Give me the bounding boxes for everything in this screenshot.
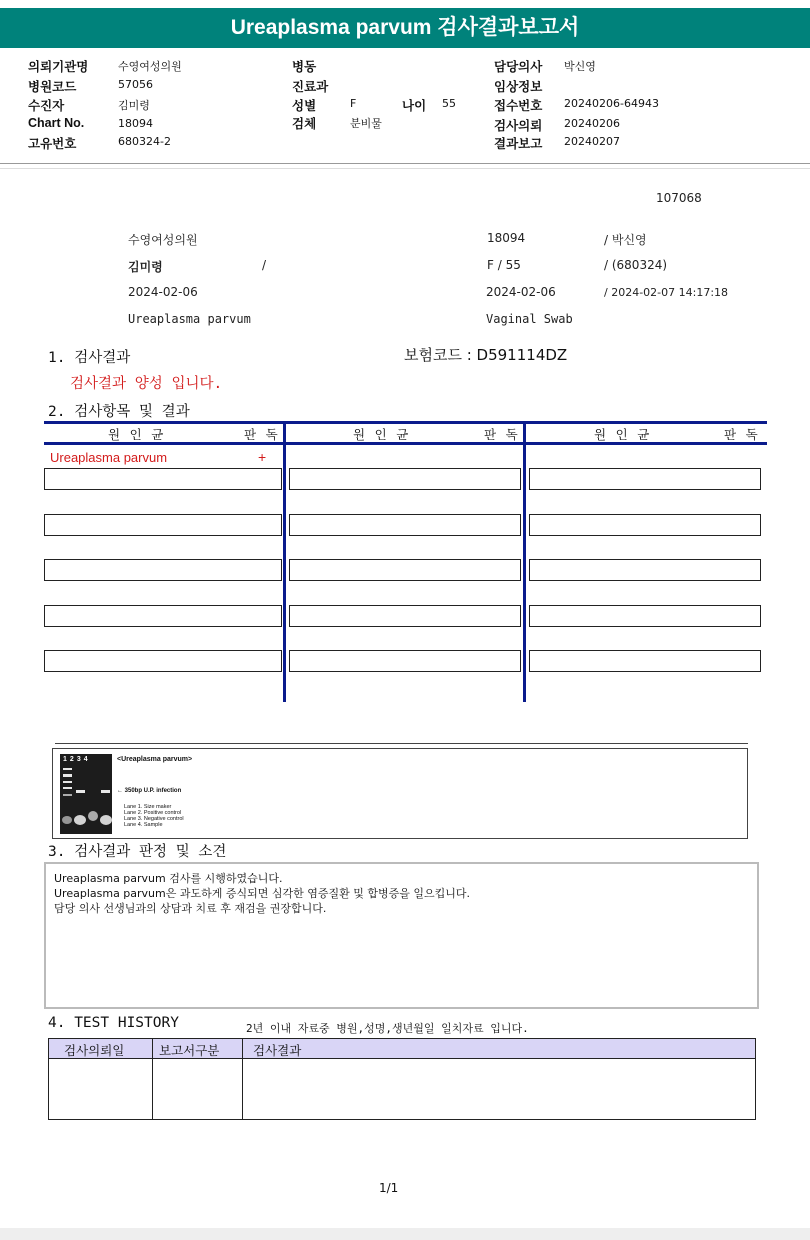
info-patient-name: 김미령 [128,260,163,274]
history-table-border [48,1038,49,1120]
header-label: 담당의사 [494,60,543,74]
header-label: 검체 [292,117,317,131]
column-header-result: 판 독 [724,427,759,442]
empty-result-cell [529,559,761,581]
empty-result-cell [289,468,521,490]
table-column-divider [283,421,286,702]
history-table [48,1038,756,1120]
info-datetime: / 2024-02-07 14:17:18 [604,286,729,299]
history-table-border [755,1038,756,1120]
info-separator: / [262,258,267,272]
header-label: 검사의뢰 [494,119,543,133]
header-value: 20240206-64943 [564,97,659,110]
header-label: 병원코드 [28,80,77,94]
header-label: 의뢰기관명 [28,60,89,74]
header-label: 나이 [402,99,427,113]
empty-result-cell [44,514,282,536]
header-value: 20240206 [564,117,620,130]
info-date: 2024-02-06 [486,285,556,299]
table-column-divider [523,421,526,702]
info-doctor: / 박신영 [604,233,647,247]
section-title: 3. 검사결과 판정 및 소견 [48,844,227,860]
result-positive-text: 검사결과 양성 입니다. [70,376,223,392]
header-value: 김미령 [118,99,150,112]
empty-result-cell [529,514,761,536]
header-value: 20240207 [564,135,620,148]
gel-title: <Ureaplasma parvum> [117,756,193,763]
section-title: 2. 검사항목 및 결과 [48,404,190,420]
column-header-organism: 원 인 균 [353,427,410,442]
info-chart-no: 18094 [487,231,526,245]
opinion-line: 담당 의사 선생님과의 상담과 치료 후 재검을 권장합니다. [54,902,327,915]
empty-result-cell [529,468,761,490]
column-header-organism: 원 인 균 [594,427,651,442]
section-title: 1. 검사결과 [48,350,131,366]
history-header-cell: 검사결과 [253,1043,302,1058]
footer-bar [0,1228,810,1240]
header-label: Chart No. [28,116,85,130]
info-specimen: Vaginal Swab [486,312,573,326]
header-label: 접수번호 [494,99,543,113]
empty-result-cell [289,514,521,536]
history-header-cell: 검사의뢰일 [64,1043,125,1058]
column-header-organism: 원 인 균 [108,427,165,442]
empty-result-cell [529,605,761,627]
header-value: 680324-2 [118,135,171,148]
empty-result-cell [289,650,521,672]
empty-result-cell [44,468,282,490]
organism-result: + [258,449,267,465]
gel-legend-item: Lane 1. Size maker [124,804,172,810]
info-test-name: Ureaplasma parvum [128,312,251,326]
info-hospital: 수영여성의원 [128,233,198,247]
header-value: 55 [442,97,456,110]
header-label: 병동 [292,60,317,74]
page-number: 1/1 [379,1181,399,1195]
header-label: 진료과 [292,80,329,94]
info-sex-age: F / 55 [487,258,521,272]
gel-electrophoresis-image [60,754,112,834]
header-label: 성별 [292,99,317,113]
header-value: 박신영 [564,60,596,73]
header-divider [0,168,810,169]
history-table-border [152,1038,153,1120]
gel-legend-item: Lane 3. Negative control [124,816,184,822]
empty-result-cell [44,605,282,627]
empty-result-cell [289,559,521,581]
gel-lane-numbers: 1234 [63,756,91,763]
info-birth: / (680324) [604,258,668,272]
header-divider [0,163,810,164]
empty-result-cell [44,650,282,672]
organism-name: Ureaplasma parvum [50,450,168,465]
header-value: 분비물 [350,117,382,130]
opinion-line: Ureaplasma parvum은 과도하게 증식되면 심각한 염증질환 및 합병증을 일으킵니다. [54,887,470,900]
gel-legend-item: Lane 2. Positive control [124,810,182,816]
empty-result-cell [289,605,521,627]
header-label: 고유번호 [28,137,77,151]
column-header-result: 판 독 [484,427,519,442]
empty-result-cell [529,650,761,672]
insurance-code: 보험코드 : D591114DZ [404,346,568,364]
report-header [0,0,810,160]
column-header-result: 판 독 [244,427,279,442]
history-table-border [242,1038,243,1120]
header-value: F [350,97,357,110]
gel-legend-item: Lane 4. Sample [124,822,163,828]
report-title: Ureaplasma parvum 검사결과보고서 [0,8,810,48]
header-value: 수영여성의원 [118,60,182,73]
history-table-header [48,1038,756,1059]
history-note: 2년 이내 자료중 병원,성명,생년월일 일치자료 입니다. [246,1022,529,1035]
report-number: 107068 [656,191,702,205]
section-title: 4. TEST HISTORY [48,1015,179,1031]
empty-result-cell [44,559,282,581]
info-date: 2024-02-06 [128,285,198,299]
gel-band-label: ← 350bp U.P. infection [117,788,182,794]
header-label: 수진자 [28,99,65,113]
gel-divider [55,743,748,744]
header-label: 결과보고 [494,137,543,151]
history-table-border [48,1119,756,1120]
opinion-line: Ureaplasma parvum 검사를 시행하였습니다. [54,872,283,885]
header-value: 57056 [118,78,153,91]
history-header-cell: 보고서구분 [159,1043,220,1058]
table-top-border [44,421,767,424]
header-label: 임상정보 [494,80,543,94]
header-value: 18094 [118,117,153,130]
